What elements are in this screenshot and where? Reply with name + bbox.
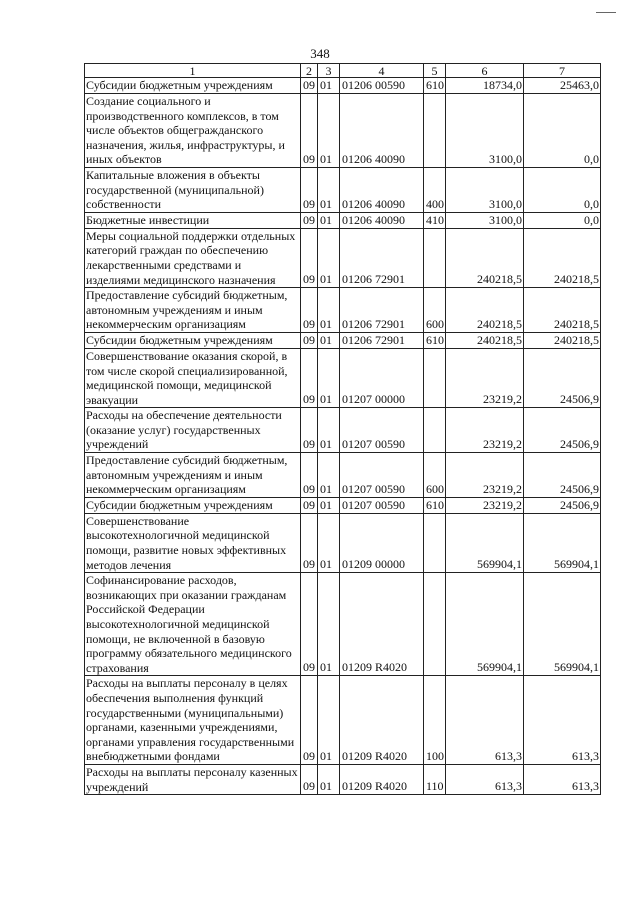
- row-expense-type: 110: [424, 764, 446, 794]
- table-row: [85, 573, 601, 676]
- row-subsection: 01: [318, 78, 340, 94]
- table-row: [85, 78, 601, 94]
- row-amount-col6: 569904,1: [446, 513, 524, 572]
- row-target-article: 01206 72901: [340, 288, 424, 333]
- table-row: [85, 94, 601, 168]
- row-section: 09: [301, 513, 318, 572]
- row-name: Предоставление субсидий бюджетным, автономным учреждениям и иным некоммерческим организациям: [85, 288, 301, 333]
- header-cell-7: 7: [524, 64, 601, 78]
- table-row: [85, 764, 601, 794]
- row-target-article: 01206 40090: [340, 167, 424, 212]
- row-amount-col6: 3100,0: [446, 212, 524, 228]
- row-name: Предоставление субсидий бюджетным, автономным учреждениям и иным некоммерческим организациям: [85, 453, 301, 498]
- table-row: [85, 513, 601, 572]
- row-subsection: 01: [318, 332, 340, 348]
- row-name: Субсидии бюджетным учреждениям: [85, 332, 301, 348]
- row-expense-type: 410: [424, 212, 446, 228]
- row-expense-type: 610: [424, 78, 446, 94]
- row-target-article: 01206 72901: [340, 332, 424, 348]
- row-amount-col7: 24506,9: [524, 408, 601, 453]
- page-number: 348: [310, 46, 330, 61]
- row-section: 09: [301, 764, 318, 794]
- row-amount-col7: 0,0: [524, 94, 601, 168]
- row-name: Расходы на выплаты персоналу казенных учреждений: [85, 764, 301, 794]
- row-target-article: 01209 R4020: [340, 676, 424, 765]
- row-target-article: 01207 00590: [340, 408, 424, 453]
- row-name: Капитальные вложения в объекты государственной (муниципальной) собственности: [85, 167, 301, 212]
- row-subsection: 01: [318, 228, 340, 287]
- row-name: Меры социальной поддержки отдельных категорий граждан по обеспечению лекарственными средствами и изделиями медицинского назначения: [85, 228, 301, 287]
- row-expense-type: [424, 348, 446, 407]
- row-amount-col7: 24506,9: [524, 348, 601, 407]
- row-name: Субсидии бюджетным учреждениям: [85, 78, 301, 94]
- table-row: [85, 212, 601, 228]
- row-subsection: 01: [318, 573, 340, 676]
- row-target-article: 01207 00590: [340, 497, 424, 513]
- row-section: 09: [301, 78, 318, 94]
- row-section: 09: [301, 212, 318, 228]
- row-target-article: 01207 00590: [340, 453, 424, 498]
- row-target-article: 01206 72901: [340, 228, 424, 287]
- row-target-article: 01206 40090: [340, 212, 424, 228]
- row-expense-type: [424, 228, 446, 287]
- row-section: 09: [301, 94, 318, 168]
- header-cell-5: 5: [424, 64, 446, 78]
- header-cell-4: 4: [340, 64, 424, 78]
- row-subsection: 01: [318, 497, 340, 513]
- row-target-article: 01206 00590: [340, 78, 424, 94]
- row-expense-type: 600: [424, 288, 446, 333]
- row-amount-col6: 23219,2: [446, 497, 524, 513]
- row-name: Создание социального и производственного комплексов, в том числе объектов общегражданского назначения, жилья, инфраструктуры, и иных объектов: [85, 94, 301, 168]
- row-amount-col7: 240218,5: [524, 288, 601, 333]
- table-body: [85, 64, 601, 795]
- row-amount-col6: 18734,0: [446, 78, 524, 94]
- row-subsection: 01: [318, 764, 340, 794]
- row-expense-type: 610: [424, 497, 446, 513]
- table-row: [85, 332, 601, 348]
- row-amount-col6: 3100,0: [446, 94, 524, 168]
- row-subsection: 01: [318, 676, 340, 765]
- row-amount-col7: 613,3: [524, 764, 601, 794]
- row-target-article: 01206 40090: [340, 94, 424, 168]
- row-amount-col6: 613,3: [446, 764, 524, 794]
- table-row: [85, 288, 601, 333]
- row-expense-type: [424, 408, 446, 453]
- row-amount-col6: 3100,0: [446, 167, 524, 212]
- header-cell-1: 1: [85, 64, 301, 78]
- row-section: 09: [301, 228, 318, 287]
- row-amount-col7: 569904,1: [524, 513, 601, 572]
- row-amount-col6: 569904,1: [446, 573, 524, 676]
- row-target-article: 01209 R4020: [340, 764, 424, 794]
- header-cell-2: 2: [301, 64, 318, 78]
- row-amount-col6: 240218,5: [446, 228, 524, 287]
- row-section: 09: [301, 288, 318, 333]
- row-section: 09: [301, 332, 318, 348]
- row-section: 09: [301, 573, 318, 676]
- row-expense-type: 100: [424, 676, 446, 765]
- row-expense-type: 600: [424, 453, 446, 498]
- row-name: Субсидии бюджетным учреждениям: [85, 497, 301, 513]
- row-amount-col7: 613,3: [524, 676, 601, 765]
- row-amount-col7: 569904,1: [524, 573, 601, 676]
- row-section: 09: [301, 167, 318, 212]
- row-section: 09: [301, 497, 318, 513]
- row-target-article: 01209 R4020: [340, 573, 424, 676]
- row-name: Совершенствование высокотехнологичной медицинской помощи, развитие новых эффективных методов лечения: [85, 513, 301, 572]
- row-section: 09: [301, 453, 318, 498]
- row-section: 09: [301, 676, 318, 765]
- table-row: [85, 167, 601, 212]
- budget-table: [84, 63, 601, 795]
- row-amount-col7: 240218,5: [524, 228, 601, 287]
- row-subsection: 01: [318, 288, 340, 333]
- table-row: [85, 408, 601, 453]
- table-row: [85, 497, 601, 513]
- row-amount-col7: 240218,5: [524, 332, 601, 348]
- row-name: Расходы на обеспечение деятельности (оказание услуг) государственных учреждений: [85, 408, 301, 453]
- row-subsection: 01: [318, 453, 340, 498]
- table-row: [85, 228, 601, 287]
- row-subsection: 01: [318, 408, 340, 453]
- row-expense-type: 400: [424, 167, 446, 212]
- row-amount-col6: 613,3: [446, 676, 524, 765]
- header-cell-6: 6: [446, 64, 524, 78]
- row-name: Бюджетные инвестиции: [85, 212, 301, 228]
- row-expense-type: 610: [424, 332, 446, 348]
- row-amount-col6: 240218,5: [446, 288, 524, 333]
- row-amount-col6: 23219,2: [446, 408, 524, 453]
- row-subsection: 01: [318, 348, 340, 407]
- table-row: [85, 676, 601, 765]
- row-expense-type: [424, 513, 446, 572]
- row-subsection: 01: [318, 212, 340, 228]
- row-amount-col6: 240218,5: [446, 332, 524, 348]
- row-amount-col6: 23219,2: [446, 348, 524, 407]
- row-subsection: 01: [318, 513, 340, 572]
- row-amount-col7: 25463,0: [524, 78, 601, 94]
- row-subsection: 01: [318, 167, 340, 212]
- row-section: 09: [301, 348, 318, 407]
- header-row: [85, 64, 601, 78]
- row-subsection: 01: [318, 94, 340, 168]
- table-row: [85, 348, 601, 407]
- row-name: Софинансирование расходов, возникающих при оказании гражданам Российской Федерации высокотехнологичной медицинской помощи, не включенной в базовую программу обязательного медицинского страхования: [85, 573, 301, 676]
- row-amount-col6: 23219,2: [446, 453, 524, 498]
- row-expense-type: [424, 573, 446, 676]
- row-name: Расходы на выплаты персоналу в целях обеспечения выполнения функций государственными (муниципальными) органами, казенными учреждениями, органами управления государственными внебюджетными фондами: [85, 676, 301, 765]
- corner-mark: [596, 12, 616, 13]
- row-amount-col7: 24506,9: [524, 497, 601, 513]
- row-target-article: 01209 00000: [340, 513, 424, 572]
- row-section: 09: [301, 408, 318, 453]
- row-name: Совершенствование оказания скорой, в том числе скорой специализированной, медицинской помощи, медицинской эвакуации: [85, 348, 301, 407]
- row-amount-col7: 0,0: [524, 212, 601, 228]
- row-amount-col7: 24506,9: [524, 453, 601, 498]
- row-amount-col7: 0,0: [524, 167, 601, 212]
- row-expense-type: [424, 94, 446, 168]
- table-row: [85, 453, 601, 498]
- row-target-article: 01207 00000: [340, 348, 424, 407]
- header-cell-3: 3: [318, 64, 340, 78]
